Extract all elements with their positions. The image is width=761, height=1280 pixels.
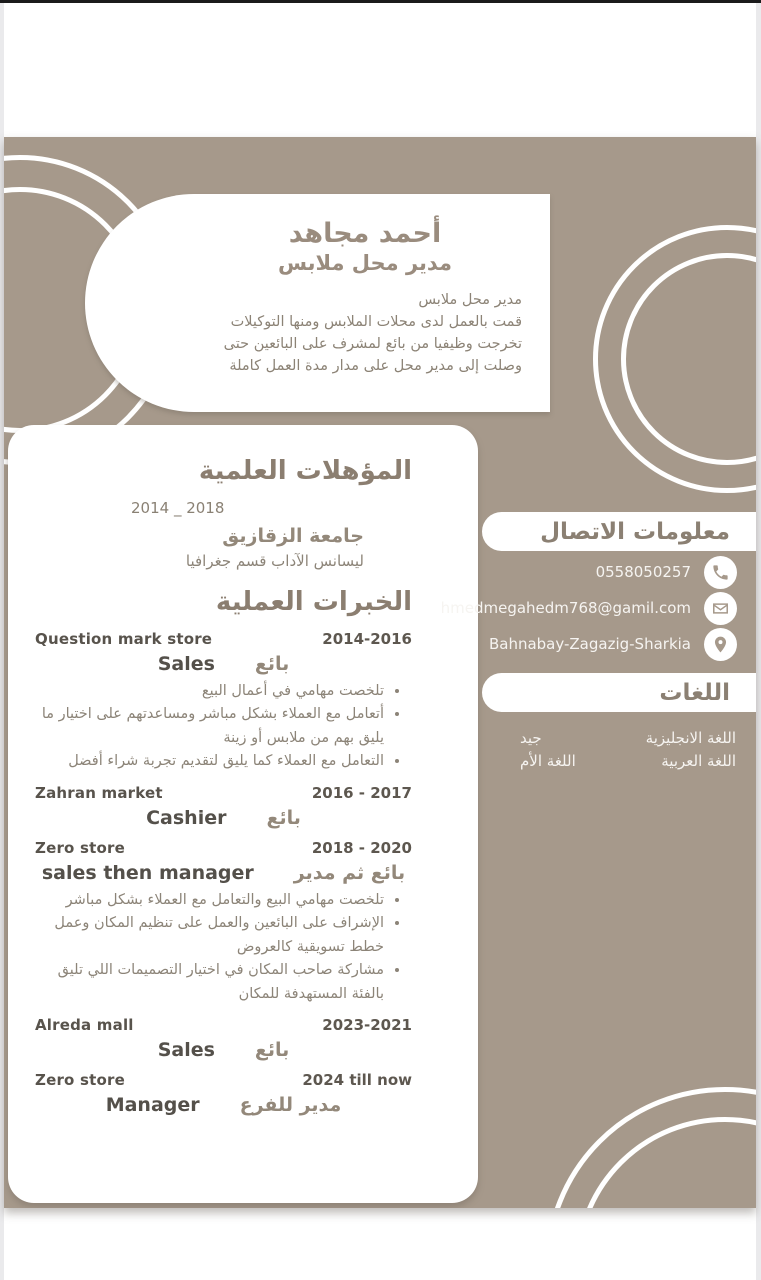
scan-right-edge (756, 3, 761, 1280)
languages-list (520, 729, 736, 775)
phone-icon (704, 556, 737, 589)
location-address: Bahnabay-Zagazig-Sharkia (488, 635, 691, 653)
experience-section-heading: الخبرات العملية (215, 586, 412, 617)
language-name: اللغة العربية (661, 752, 736, 770)
job-role (35, 1094, 412, 1116)
education-period: 2014 _ 2018 (131, 498, 225, 517)
contact-section-heading (482, 512, 756, 551)
language-name: اللغة الانجليزية (645, 729, 736, 747)
summary-line: قمت بالعمل لدى محلات الملابس ومنها التوكيلات (230, 314, 522, 331)
phone-number: 0558050257 (595, 563, 691, 581)
contact-row-phone (474, 554, 737, 590)
job-bullet: • مشاركة صاحب المكان في اختيار التصميمات اللي تليق بالفئة المستهدفة للمكان (35, 959, 384, 1006)
job-bullets (35, 889, 404, 1007)
job-period: 2016 - 2017 (311, 783, 412, 802)
job-role-ar: بائع (254, 652, 290, 675)
education-school: جامعة الزقازيق (222, 524, 364, 547)
job-role-en: Manager (105, 1094, 200, 1117)
resume-sheet (4, 137, 756, 1208)
job-header (35, 784, 412, 802)
job-role-ar: بائع (254, 1039, 290, 1062)
job-role (35, 862, 412, 884)
summary-line: مدير محل ملابس (418, 292, 522, 309)
location-icon (704, 628, 737, 661)
contact-row-location (474, 626, 737, 662)
contact-heading-label: معلومات الاتصال (540, 518, 730, 545)
profile-summary (85, 289, 550, 377)
job-bullet: • تلخصت مهامي البيع والتعامل مع العملاء بشكل مباشر (35, 889, 384, 913)
job-company: Zahran market (35, 783, 163, 802)
language-row (520, 752, 736, 775)
job-company: Question mark store (35, 629, 213, 648)
email-address: hmedmegahedm768@gamil.com (440, 599, 691, 617)
job-role (35, 807, 412, 829)
languages-section-heading (482, 673, 756, 712)
job-role-en: Cashier (146, 806, 227, 829)
job-header (35, 1071, 412, 1089)
language-row (520, 729, 736, 752)
main-content-card (8, 425, 478, 1203)
email-icon (704, 592, 737, 625)
person-job-title: مدير محل ملابس (277, 251, 453, 276)
job-role-en: Sales (157, 652, 215, 675)
job-bullets (35, 680, 404, 774)
job-header (35, 1016, 412, 1034)
job-role-ar: بائع ثم مدير (293, 861, 406, 884)
job-period: 2024 till now (302, 1071, 412, 1090)
job-bullet: • الإشراف على البائعين والعمل على تنظيم المكان وعمل خطط تسويقية كالعروض (35, 912, 384, 959)
job-header (35, 839, 412, 857)
scan-top-edge (0, 0, 761, 3)
job-role (35, 653, 412, 675)
job-header (35, 630, 412, 648)
job-period: 2014-2016 (322, 629, 412, 648)
job-bullet: • التعامل مع العملاء كما يليق لتقديم تجربة شراء أفضل (35, 750, 384, 774)
job-bullet: • تلخصت مهامي في أعمال البيع (35, 680, 384, 704)
language-level: جيد (520, 729, 542, 747)
job-period: 2018 - 2020 (311, 838, 412, 857)
job-period: 2023-2021 (322, 1016, 412, 1035)
contact-row-email (440, 590, 737, 626)
job-role-en: sales then manager (41, 861, 254, 884)
contact-list (440, 554, 737, 662)
job-bullet: • أتعامل مع العملاء بشكل مباشر ومساعدتهم على اختيار ما يليق بهم من ملابس أو زينة (35, 703, 384, 750)
job-role-ar: بائع (266, 806, 301, 829)
job-company: Zero store (35, 838, 125, 857)
summary-line: تخرجت وظيفيا من بائع لمشرف على البائعين حتى (223, 336, 522, 353)
education-section-heading: المؤهلات العلمية (198, 456, 412, 486)
person-name: أحمد مجاهد (288, 218, 442, 249)
header-card (85, 194, 550, 412)
job-role-ar: مدير للفرع (239, 1094, 342, 1117)
languages-heading-label: اللغات (659, 679, 730, 706)
education-degree: ليسانس الآداب قسم جغرافيا (185, 551, 364, 570)
job-role-en: Sales (157, 1039, 215, 1062)
language-level: اللغة الأم (520, 752, 576, 770)
summary-line: وصلت إلى مدير محل على مدار مدة العمل كاملة (229, 358, 522, 375)
job-role (35, 1039, 412, 1061)
job-company: Alreda mall (35, 1016, 134, 1035)
job-company: Zero store (35, 1071, 125, 1090)
